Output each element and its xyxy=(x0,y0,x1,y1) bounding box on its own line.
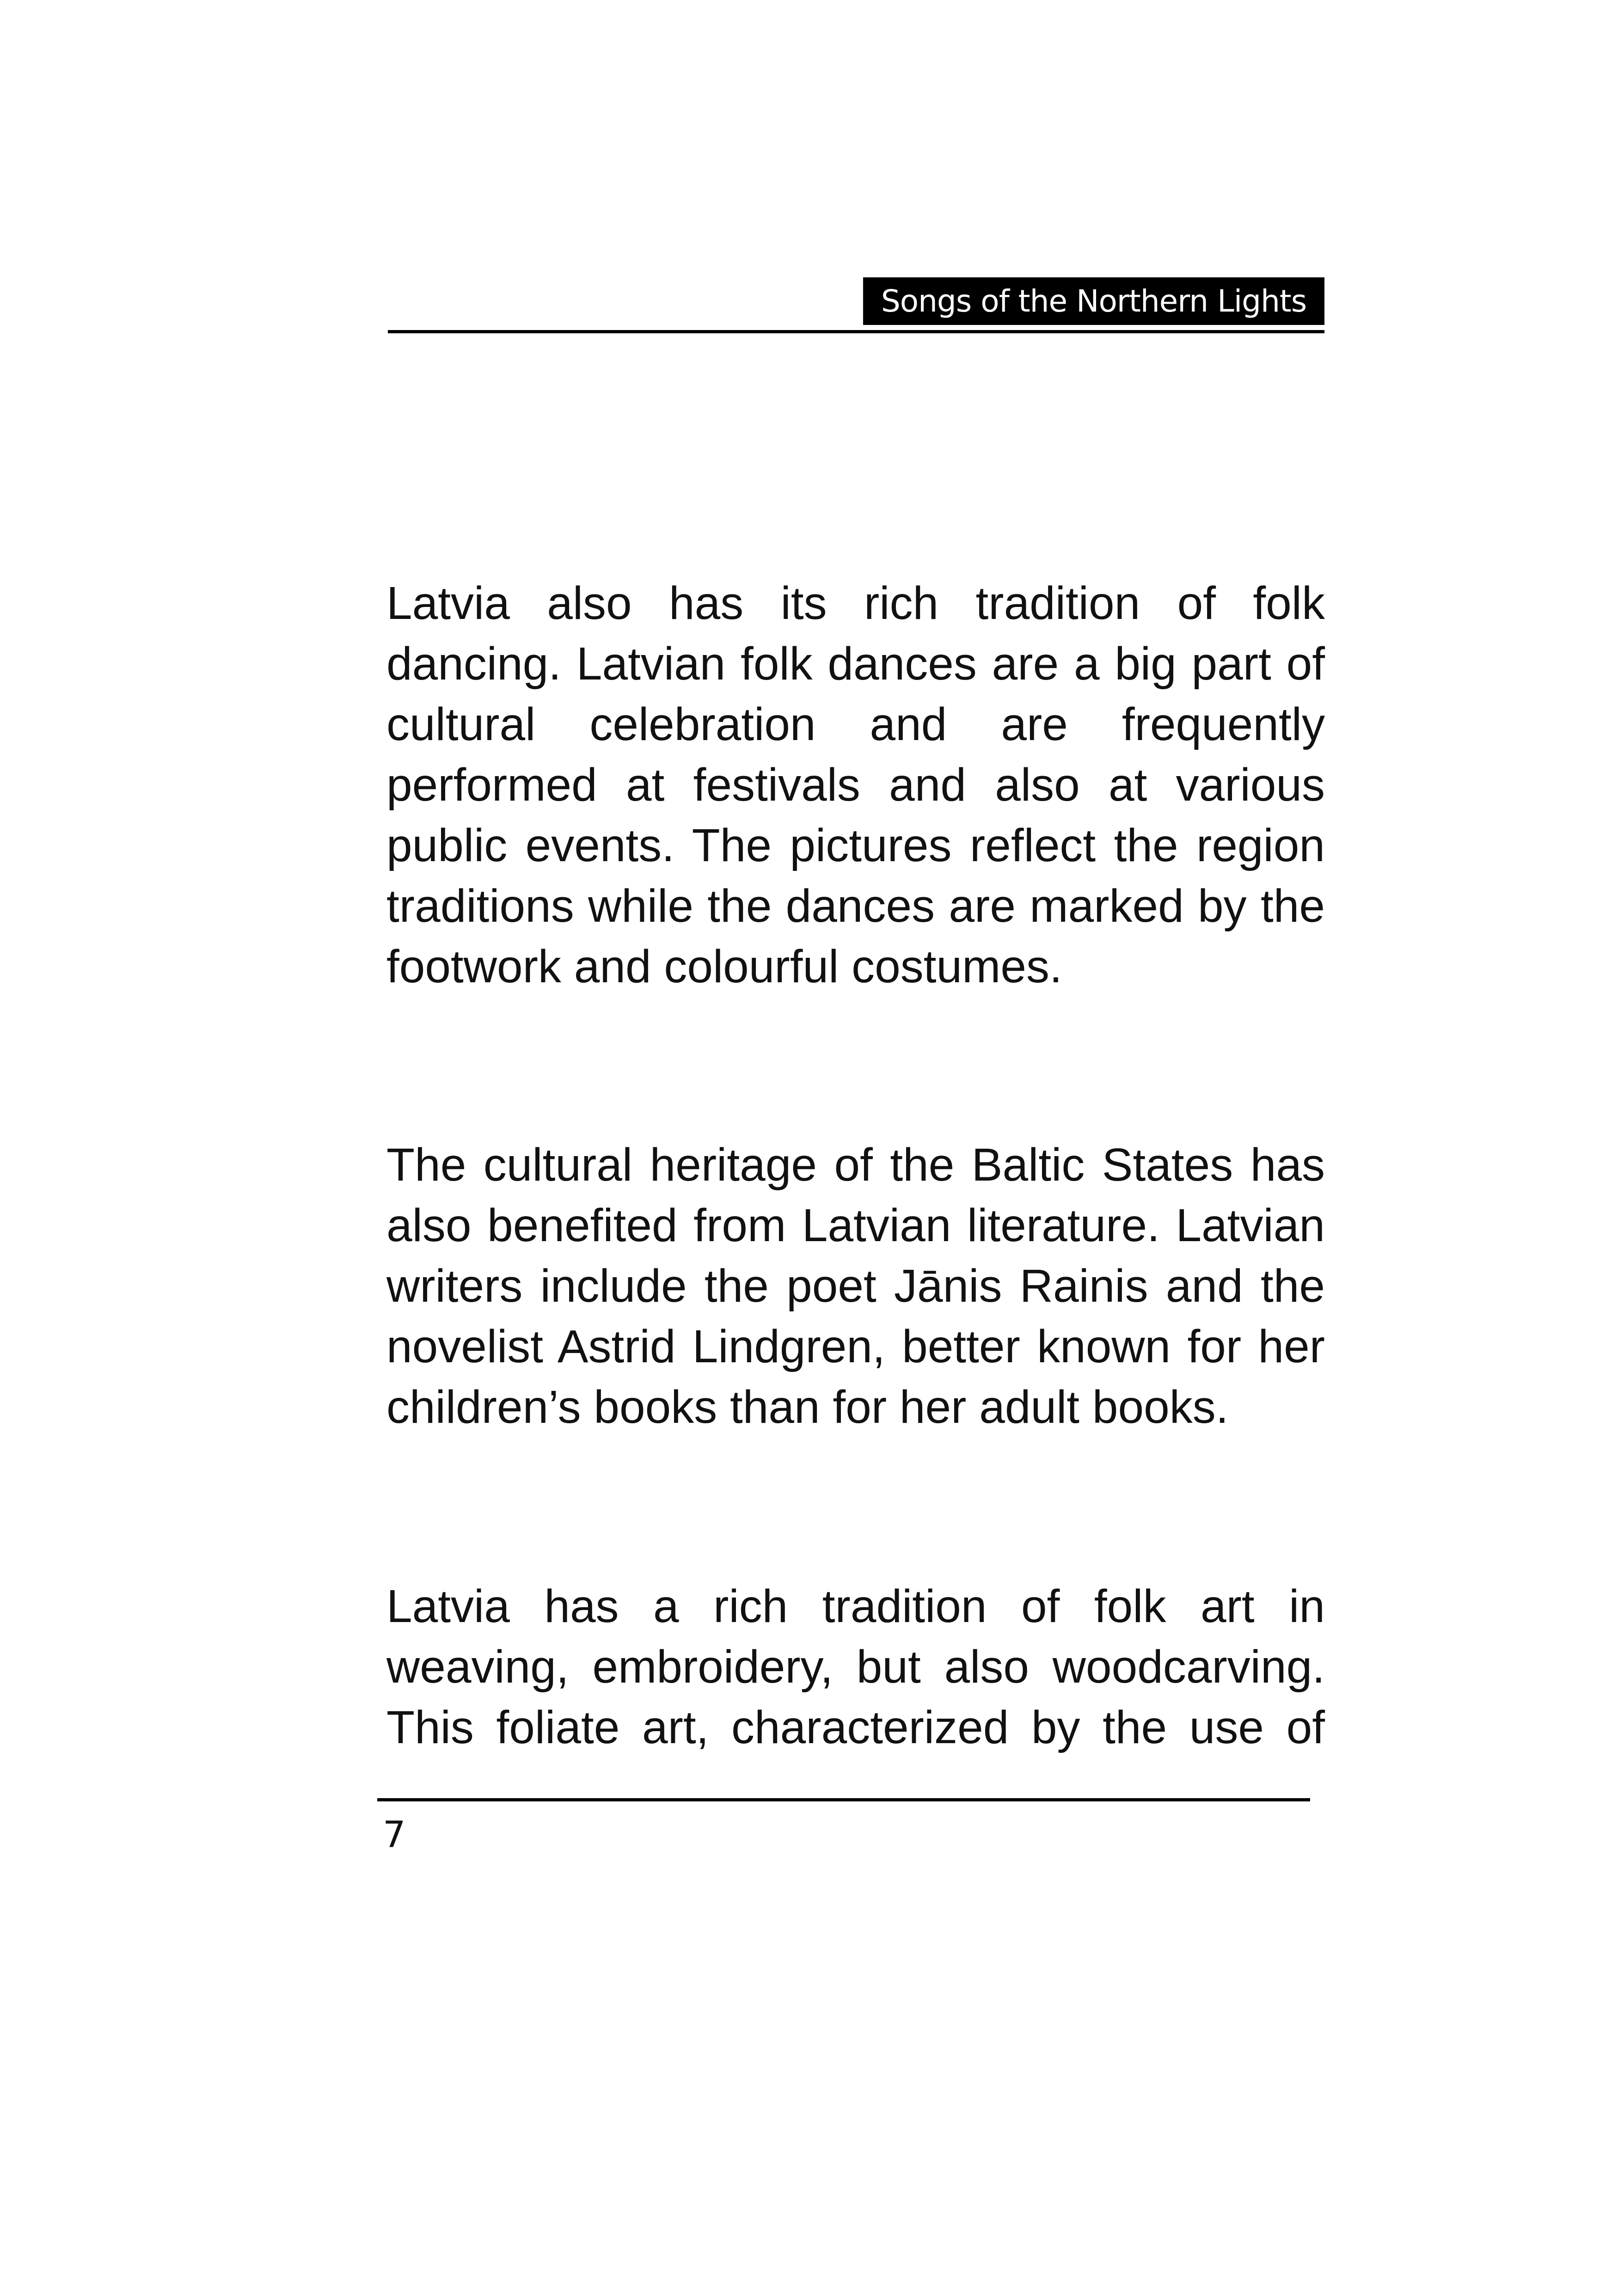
paragraph-literature xyxy=(386,1135,1325,1438)
text-line: children’s books than for her adult books. xyxy=(386,1381,1229,1433)
text-line: traditions while the dances are marked by the xyxy=(386,880,1325,932)
text-line: footwork and colourful costumes. xyxy=(386,941,1062,992)
text-line: also benefited from Latvian literature. Latvian xyxy=(386,1200,1325,1251)
text-line: public events. The pictures reflect the region xyxy=(386,820,1325,871)
running-header-title: Songs of the Northern Lights xyxy=(863,277,1324,325)
text-line: writers include the poet Jānis Rainis and the xyxy=(386,1260,1325,1312)
text-line: performed at festivals and also at various xyxy=(386,759,1325,811)
header-rule xyxy=(388,330,1324,333)
text-line: The cultural heritage of the Baltic States has xyxy=(386,1139,1325,1191)
text-line: novelist Astrid Lindgren, better known for her xyxy=(386,1321,1325,1372)
text-line: cultural celebration and are frequently xyxy=(386,698,1325,750)
footer-rule xyxy=(377,1798,1310,1801)
text-line: dancing. Latvian folk dances are a big part of xyxy=(386,638,1325,690)
text-line: weaving, embroidery, but also woodcarving. xyxy=(386,1641,1325,1693)
text-line: Latvia also has its rich tradition of folk xyxy=(386,577,1325,629)
paragraph-folk-dancing xyxy=(386,573,1325,997)
page-number: 7 xyxy=(383,1814,406,1856)
text-line: This foliate art, characterized by the use of xyxy=(386,1702,1325,1753)
paragraph-folk-art xyxy=(386,1576,1325,1758)
text-line: Latvia has a rich tradition of folk art in xyxy=(386,1580,1325,1632)
